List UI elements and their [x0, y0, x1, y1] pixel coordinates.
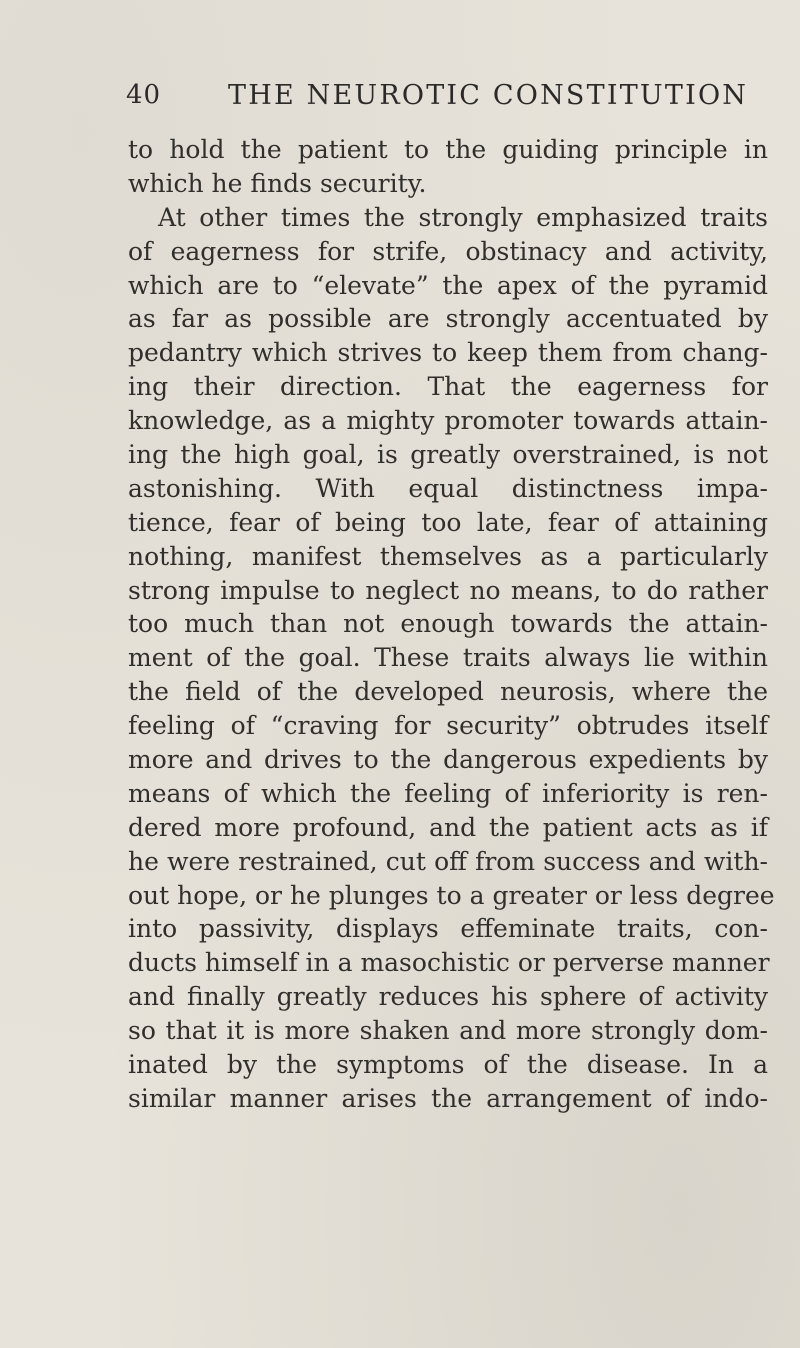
text-line: ducts himself in a masochistic or perverse manner [128, 948, 770, 978]
text-line: so that it is more shaken and more strongly dom- [128, 1016, 768, 1046]
page-number: 40 [126, 80, 162, 110]
text-line: feeling of “craving for security” obtrudes itself [128, 711, 768, 741]
text-line: ing their direction. That the eagerness for [128, 372, 768, 402]
text-line: as far as possible are strongly accentuated by [128, 304, 768, 334]
body-text [128, 133, 775, 1116]
text-line: out hope, or he plunges to a greater or less degree [128, 880, 775, 910]
text-line: too much than not enough towards the attain- [128, 609, 768, 639]
text-line: At other times the strongly emphasized traits [158, 202, 768, 232]
text-line: astonishing. With equal distinctness impa- [128, 473, 768, 503]
text-line: ing the high goal, is greatly overstrained, is not [128, 440, 768, 470]
text-line: tience, fear of being too late, fear of attaining [128, 507, 768, 537]
text-line: inated by the symptoms of the disease. In a [128, 1050, 768, 1080]
text-line: he were restrained, cut off from success and with- [128, 846, 768, 876]
text-line: more and drives to the dangerous expedients by [128, 745, 768, 775]
text-line: the field of the developed neurosis, where the [128, 677, 768, 707]
text-line: means of which the feeling of inferiority is ren- [128, 778, 768, 808]
page-header [126, 80, 749, 120]
text-line: nothing, manifest themselves as a particularly [128, 541, 768, 571]
text-line: dered more profound, and the patient acts as if [128, 812, 768, 842]
text-line: which are to “elevate” the apex of the pyramid [128, 270, 768, 300]
text-line: knowledge, as a mighty promoter towards attain- [128, 406, 768, 436]
text-line: similar manner arises the arrangement of indo- [128, 1083, 768, 1113]
text-line: to hold the patient to the guiding principle in [128, 135, 768, 164]
running-title: THE NEUROTIC CONSTITUTION [228, 80, 749, 111]
text-line: and finally greatly reduces his sphere of activity [128, 982, 768, 1012]
text-line: into passivity, displays effeminate traits, con- [128, 914, 768, 944]
text-line: of eagerness for strife, obstinacy and activity, [128, 236, 768, 266]
text-line: strong impulse to neglect no means, to do rather [128, 575, 768, 605]
text-line: which he finds security. [128, 168, 427, 198]
text-line: pedantry which strives to keep them from chang- [128, 338, 768, 368]
text-line: ment of the goal. These traits always lie within [128, 643, 768, 673]
